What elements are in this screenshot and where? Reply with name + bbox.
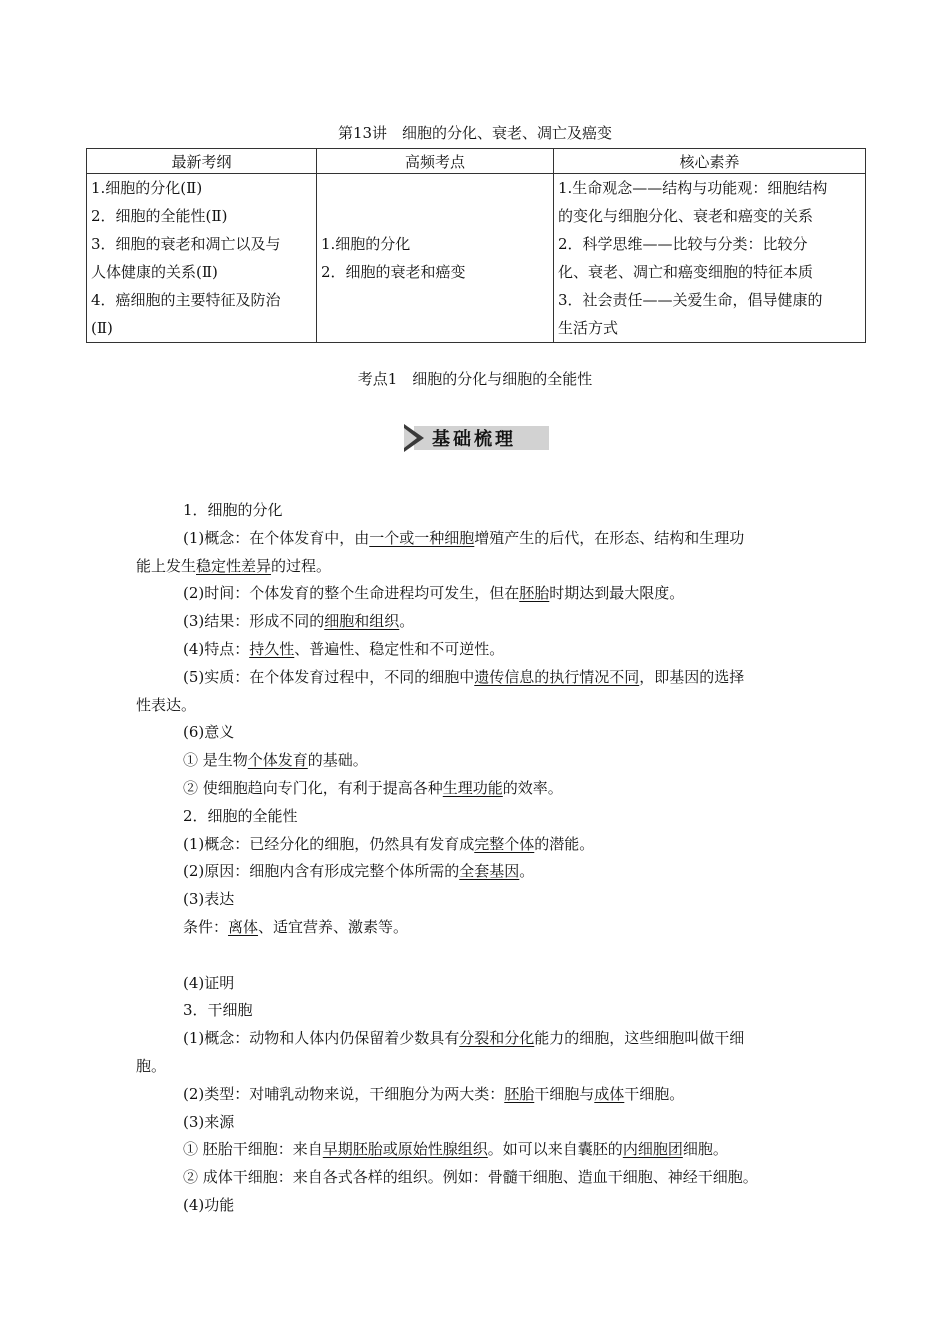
outline-table	[86, 148, 866, 343]
para-stem-types: (2)类型：对哺乳动物来说，干细胞分为两大类：胚胎干细胞与成体干细胞。	[183, 1084, 685, 1103]
para-totipotency-concept: (1)概念：已经分化的细胞，仍然具有发育成完整个体的潜能。	[183, 834, 595, 853]
header-exam-outline: 最新考纲	[87, 149, 317, 174]
exam-outline-cell	[87, 174, 317, 343]
literacy-line: 1.生命观念——结构与功能观：细胞结构	[558, 179, 828, 197]
para-significance: (6)意义	[183, 723, 235, 742]
outline-line: 2．细胞的全能性(Ⅱ)	[91, 207, 228, 225]
literacy-line: 3．社会责任——关爱生命，倡导健康的	[558, 291, 823, 309]
literacy-line: 的变化与细胞分化、衰老和癌变的关系	[558, 207, 814, 225]
literacy-line: 化、衰老、凋亡和癌变细胞的特征本质	[558, 263, 814, 281]
banner-label: 基础梳理	[432, 429, 516, 450]
heading-totipotency: 2．细胞的全能性	[183, 806, 298, 825]
content-body	[136, 497, 826, 1220]
core-literacy-cell	[554, 174, 866, 343]
para-stem-source: (3)来源	[183, 1112, 235, 1131]
section-title: 考点1 细胞的分化与细胞的全能性	[357, 370, 593, 388]
para-essence-cont: 性表达。	[136, 695, 197, 714]
lecture-title: 第13讲 细胞的分化、衰老、凋亡及癌变	[337, 124, 613, 142]
para-stem-source-1: ① 胚胎干细胞：来自早期胚胎或原始性腺组织。如可以来自囊胚的内细胞团细胞。	[183, 1140, 728, 1159]
literacy-line: 2．科学思维——比较与分类：比较分	[558, 235, 808, 253]
outline-line: 4．癌细胞的主要特征及防治	[91, 291, 281, 309]
para-stem-concept: (1)概念：动物和人体内仍保留着少数具有分裂和分化能力的细胞，这些细胞叫做干细	[183, 1029, 745, 1048]
heading-stem-cells: 3．干细胞	[183, 1001, 253, 1020]
key-point-line: 1.细胞的分化	[321, 235, 411, 253]
banner-arrow-inner	[404, 428, 417, 448]
para-essence: (5)实质：在个体发育过程中，不同的细胞中遗传信息的执行情况不同，即基因的选择	[183, 667, 745, 686]
para-result: (3)结果：形成不同的细胞和组织。	[183, 612, 415, 631]
para-concept-cont: 能上发生稳定性差异的过程。	[136, 556, 332, 575]
para-feature: (4)特点：持久性、普遍性、稳定性和不可逆性。	[183, 639, 505, 658]
blank-line	[136, 942, 826, 970]
heading-differentiation: 1．细胞的分化	[183, 501, 283, 519]
key-points-cell	[317, 174, 554, 343]
para-concept: (1)概念：在个体发育中，由一个或一种细胞增殖产生的后代，在形态、结构和生理功	[183, 528, 745, 547]
outline-line: (Ⅱ)	[91, 319, 113, 337]
outline-line: 1.细胞的分化(Ⅱ)	[91, 179, 203, 197]
literacy-line: 生活方式	[558, 319, 619, 337]
para-stem-function: (4)功能	[183, 1195, 235, 1214]
header-key-points: 高频考点	[317, 149, 554, 174]
para-expression-condition: 条件：离体、适宜营养、激素等。	[183, 917, 409, 936]
outline-line: 人体健康的关系(Ⅱ)	[91, 263, 218, 281]
para-time: (2)时间：个体发育的整个生命进程均可发生，但在胚胎时期达到最大限度。	[183, 584, 685, 603]
basics-banner	[404, 424, 549, 452]
key-point-line: 2．细胞的衰老和癌变	[321, 263, 466, 281]
para-significance-1: ① 是生物个体发育的基础。	[183, 751, 368, 770]
para-proof: (4)证明	[183, 973, 235, 992]
para-totipotency-reason: (2)原因：细胞内含有形成完整个体所需的全套基因。	[183, 862, 535, 881]
para-stem-concept-cont: 胞。	[136, 1056, 167, 1075]
para-significance-2: ② 使细胞趋向专门化，有利于提高各种生理功能的效率。	[183, 778, 563, 797]
outline-line: 3．细胞的衰老和凋亡以及与	[91, 235, 281, 253]
header-core-literacy: 核心素养	[554, 149, 866, 174]
para-stem-source-2: ② 成体干细胞：来自各式各样的组织。例如：骨髓干细胞、造血干细胞、神经干细胞。	[183, 1168, 758, 1187]
para-expression: (3)表达	[183, 890, 235, 909]
